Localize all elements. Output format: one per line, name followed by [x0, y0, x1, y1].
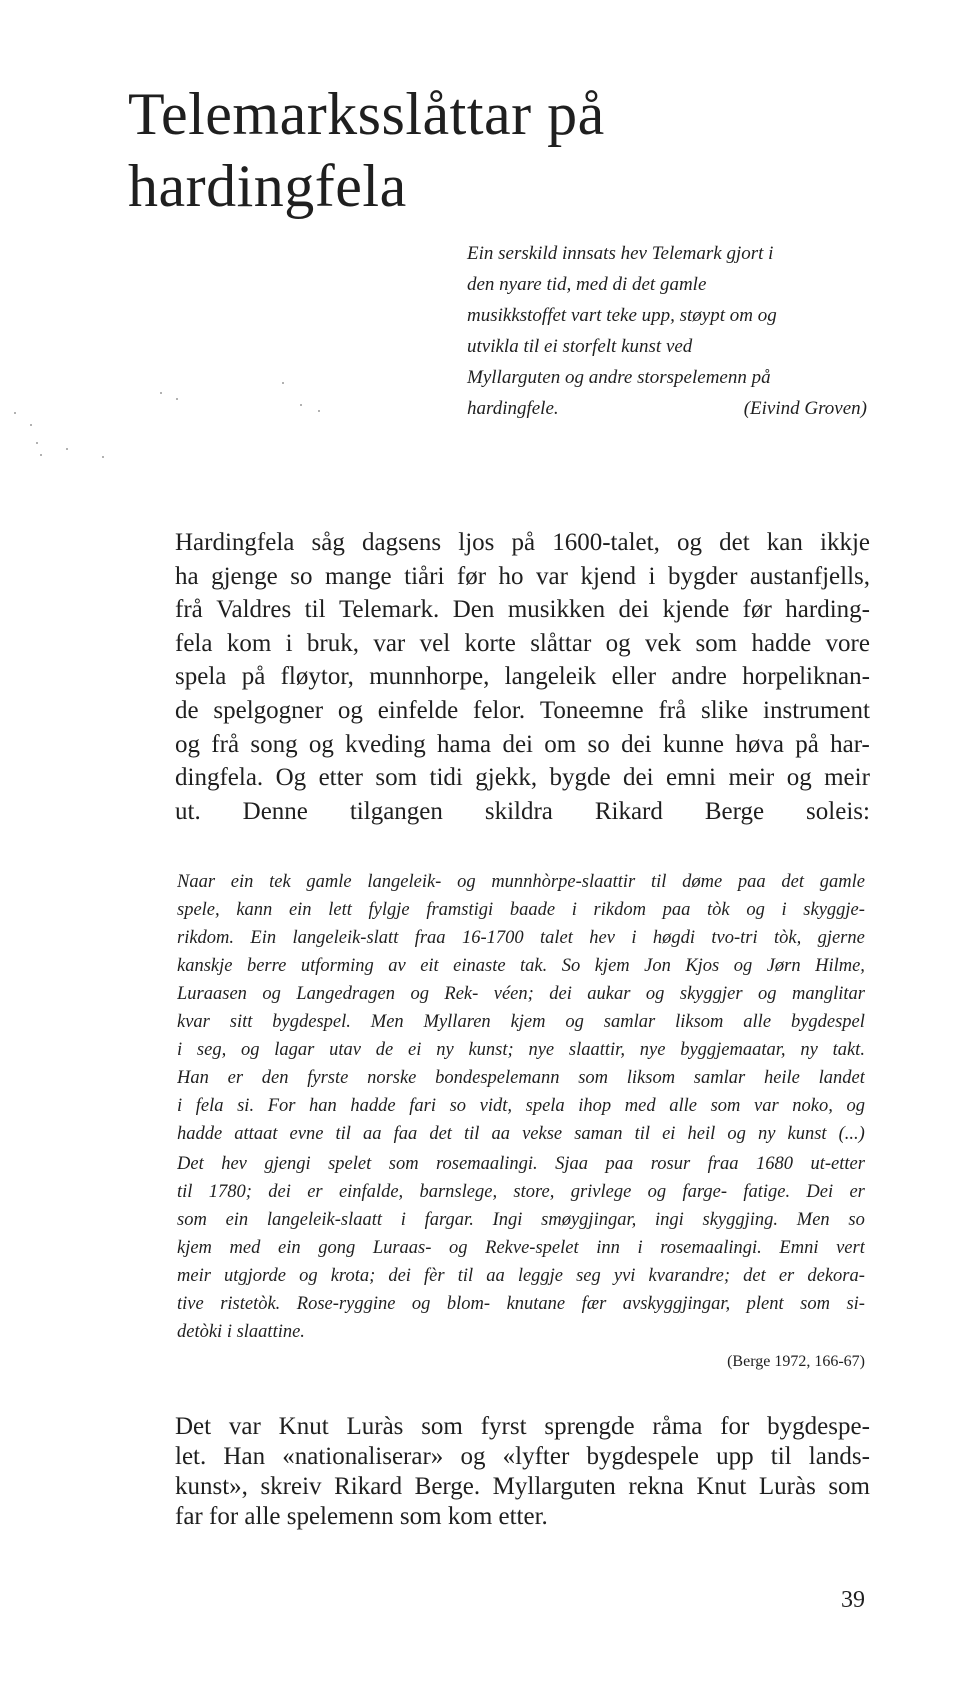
body-paragraph-2 [175, 1412, 870, 1532]
epigraph-line: utvikla til ei storfelt kunst ved [467, 336, 693, 357]
quote-line: spele, kann ein lett fylgje framstigi baade i rikdom paa tòk og i skyggje- [177, 900, 865, 920]
body-paragraph-1 [175, 526, 870, 828]
block-quote [177, 868, 865, 1346]
body-line: spela på fløytor, munnhorpe, langeleik eller andre horpeliknan- [175, 663, 870, 691]
body-line: ut. Denne tilgangen skildra Rikard Berge soleis: [175, 797, 870, 825]
quote-line: Det hev gjengi spelet som rosemaalingi. Sjaa paa rosur fraa 1680 ut-etter [177, 1154, 865, 1174]
title-line: Telemarksslåttar på [128, 81, 605, 147]
body-line: fela kom i bruk, var vel korte slåttar og vek som hadde vore [175, 629, 870, 657]
body-line: og frå song og kveding hama dei om so dei kunne høva på har- [175, 730, 870, 758]
body-line: frå Valdres til Telemark. Den musikken dei kjende før harding- [175, 596, 870, 624]
epigraph [467, 238, 867, 424]
quote-paragraph-2 [177, 1150, 865, 1346]
epigraph-last-line [467, 393, 867, 424]
quote-citation: (Berge 1972, 166-67) [727, 1353, 865, 1370]
epigraph-line: musikkstoffet vart teke upp, støypt om og [467, 305, 777, 326]
quote-paragraph-1 [177, 868, 865, 1148]
body-line: ha gjenge so mange tiåri før ho var kjend i bygder austanfjells, [175, 562, 870, 590]
quote-line: som ein langeleik-slaatt i fargar. Ingi smøygjingar, ingi skyggjing. Men so [177, 1210, 865, 1230]
body-line: kunst», skreiv Rikard Berge. Myllarguten rekna Knut Luràs som [175, 1473, 870, 1500]
body-line: Det var Knut Luràs som fyrst sprengde råma for bygdespe- [175, 1413, 870, 1440]
quote-line: tive ristetòk. Rose-ryggine og blom- knutane fær avskyggjingar, plent som si- [177, 1294, 865, 1314]
quote-line: kanskje berre utforming av eit einaste tak. So kjem Jon Kjos og Jørn Hilme, [177, 956, 865, 976]
body-line: far for alle spelemenn som kom etter. [175, 1503, 548, 1530]
quote-line: i seg, og lagar utav de ei ny kunst; nye slaattir, nye byggjemaatar, ny takt. [177, 1040, 865, 1060]
quote-line: meir utgjorde og krota; dei fèr til aa leggje seg yvi kvarandre; det er dekora- [177, 1266, 865, 1286]
title-line: hardingfela [128, 153, 407, 219]
epigraph-attribution: (Eivind Groven) [743, 398, 867, 419]
page-title [128, 78, 748, 222]
quote-line: til 1780; dei er einfalde, barnslege, store, grivlege og farge- fatige. Dei er [177, 1182, 865, 1202]
epigraph-line: Myllarguten og andre storspelemenn på [467, 367, 771, 388]
body-line: de spelgogner og einfelde felor. Toneemne frå slike instrument [175, 696, 870, 724]
quote-line: Naar ein tek gamle langeleik- og munnhòrpe-slaattir til døme paa det gamle [177, 872, 865, 892]
page-number: 39 [841, 1587, 865, 1613]
quote-line: Han er den fyrste norske bondespelemann som liksom samlar heile landet [177, 1068, 865, 1088]
quote-line: Luraasen og Langedragen og Rek- véen; dei aukar og skyggjer og manglitar [177, 984, 865, 1004]
quote-line: kjem med ein gong Luraas- og Rekve-spelet inn i rosemaalingi. Emni vert [177, 1238, 865, 1258]
epigraph-line: hardingfele. [467, 398, 559, 419]
scan-specks [0, 410, 370, 520]
epigraph-line: den nyare tid, med di det gamle [467, 274, 707, 295]
body-line: Hardingfela såg dagsens ljos på 1600-talet, og det kan ikkje [175, 529, 870, 556]
quote-line: kvar sitt bygdespel. Men Myllaren kjem og samlar liksom alle bygdespel [177, 1012, 865, 1032]
body-line: let. Han «nationaliserar» og «lyfter bygdespele upp til lands- [175, 1443, 870, 1470]
epigraph-line: Ein serskild innsats hev Telemark gjort i [467, 243, 774, 264]
quote-line: hadde attaat evne til aa faa det til aa vekse saman til ei heil og ny kunst (...) [177, 1124, 865, 1144]
body-line: dingfela. Og etter som tidi gjekk, bygde dei emni meir og meir [175, 764, 870, 792]
quote-line: rikdom. Ein langeleik-slatt fraa 16-1700 talet hev i høgdi tvo-tri tòk, gjerne [177, 928, 865, 948]
quote-line: detòki i slaattine. [177, 1322, 305, 1342]
quote-line: i fela si. For han hadde fari so vidt, spela ihop med alle som var noko, og [177, 1096, 865, 1116]
